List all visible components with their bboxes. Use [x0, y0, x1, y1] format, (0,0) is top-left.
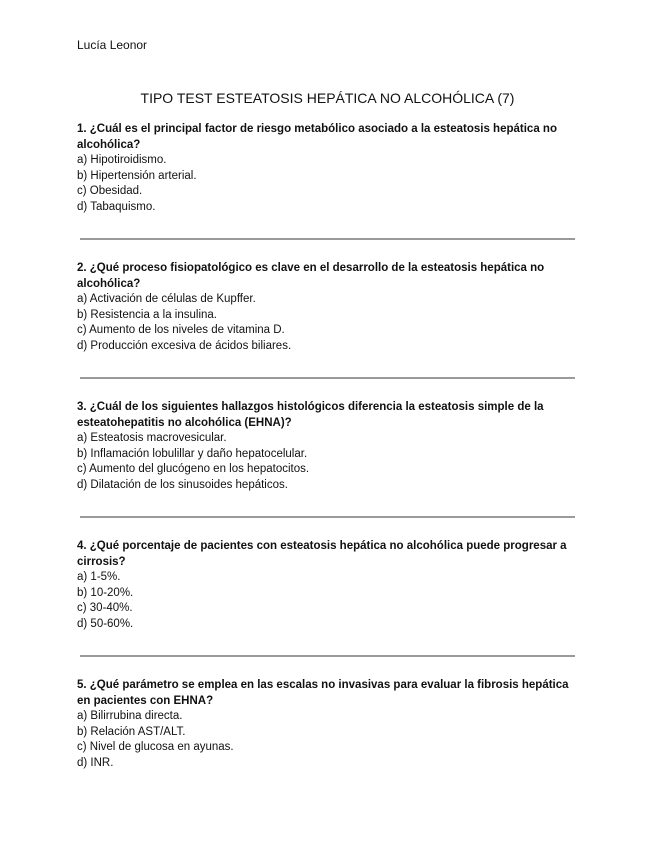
answer-option-b: b) Hipertensión arterial.	[77, 169, 197, 182]
question-text: 1. ¿Cuál es el principal factor de riesgo metabólico asociado a la esteatosis hepática no alcohólica?	[77, 123, 557, 151]
question-divider	[80, 238, 575, 240]
answer-option-a: a) Esteatosis macrovesicular.	[77, 432, 227, 444]
answer-option-d: d) INR.	[77, 756, 114, 769]
answer-option-c: c) Aumento del glucógeno en los hepatocitos.	[77, 463, 310, 475]
answer-options	[77, 431, 577, 493]
answer-options	[77, 292, 577, 354]
answer-option-a: a) 1-5%.	[77, 571, 121, 583]
answer-option-d: d) Producción excesiva de ácidos biliares.	[77, 339, 292, 352]
question-text: 2. ¿Qué proceso fisiopatológico es clave en el desarrollo de la esteatosis hepática no alcohólica?	[77, 262, 545, 290]
answer-option-b: b) Relación AST/ALT.	[77, 725, 186, 738]
question-2	[77, 261, 577, 354]
question-3	[77, 400, 577, 493]
question-text: 3. ¿Cuál de los siguientes hallazgos histológicos diferencia la esteatosis simple de la esteatohepatitis no alcohólica (EHNA)?	[77, 401, 544, 429]
answer-options	[77, 570, 577, 632]
answer-option-b: b) 10-20%.	[77, 586, 134, 599]
question-divider	[80, 655, 575, 657]
answer-option-c: c) 30-40%.	[77, 602, 133, 614]
answer-options	[77, 153, 577, 215]
question-1	[77, 122, 577, 215]
answer-option-b: b) Inflamación lobulillar y daño hepatocelular.	[77, 447, 308, 460]
question-text: 4. ¿Qué porcentaje de pacientes con esteatosis hepática no alcohólica puede progresar a cirrosis?	[77, 540, 567, 568]
question-divider	[80, 516, 575, 518]
question-5	[77, 678, 577, 771]
answer-option-c: c) Aumento de los niveles de vitamina D.	[77, 324, 285, 336]
author-name: Lucía Leonor	[77, 38, 148, 52]
question-text: 5. ¿Qué parámetro se emplea en las escalas no invasivas para evaluar la fibrosis hepática en pacientes con EHNA?	[77, 679, 569, 707]
document-title: TIPO TEST ESTEATOSIS HEPÁTICA NO ALCOHÓLICA (7)	[140, 90, 515, 106]
answer-option-d: d) 50-60%.	[77, 617, 134, 630]
answer-option-a: a) Hipotiroidismo.	[77, 154, 167, 166]
answer-option-a: a) Activación de células de Kupffer.	[77, 293, 256, 305]
question-list	[77, 122, 577, 771]
answer-option-c: c) Obesidad.	[77, 185, 143, 197]
answer-options	[77, 709, 577, 771]
answer-option-d: d) Dilatación de los sinusoides hepáticos.	[77, 478, 288, 491]
answer-option-c: c) Nivel de glucosa en ayunas.	[77, 741, 234, 753]
answer-option-a: a) Bilirrubina directa.	[77, 710, 183, 722]
answer-option-d: d) Tabaquismo.	[77, 200, 156, 213]
answer-option-b: b) Resistencia a la insulina.	[77, 308, 217, 321]
question-divider	[80, 377, 575, 379]
question-4	[77, 539, 577, 632]
